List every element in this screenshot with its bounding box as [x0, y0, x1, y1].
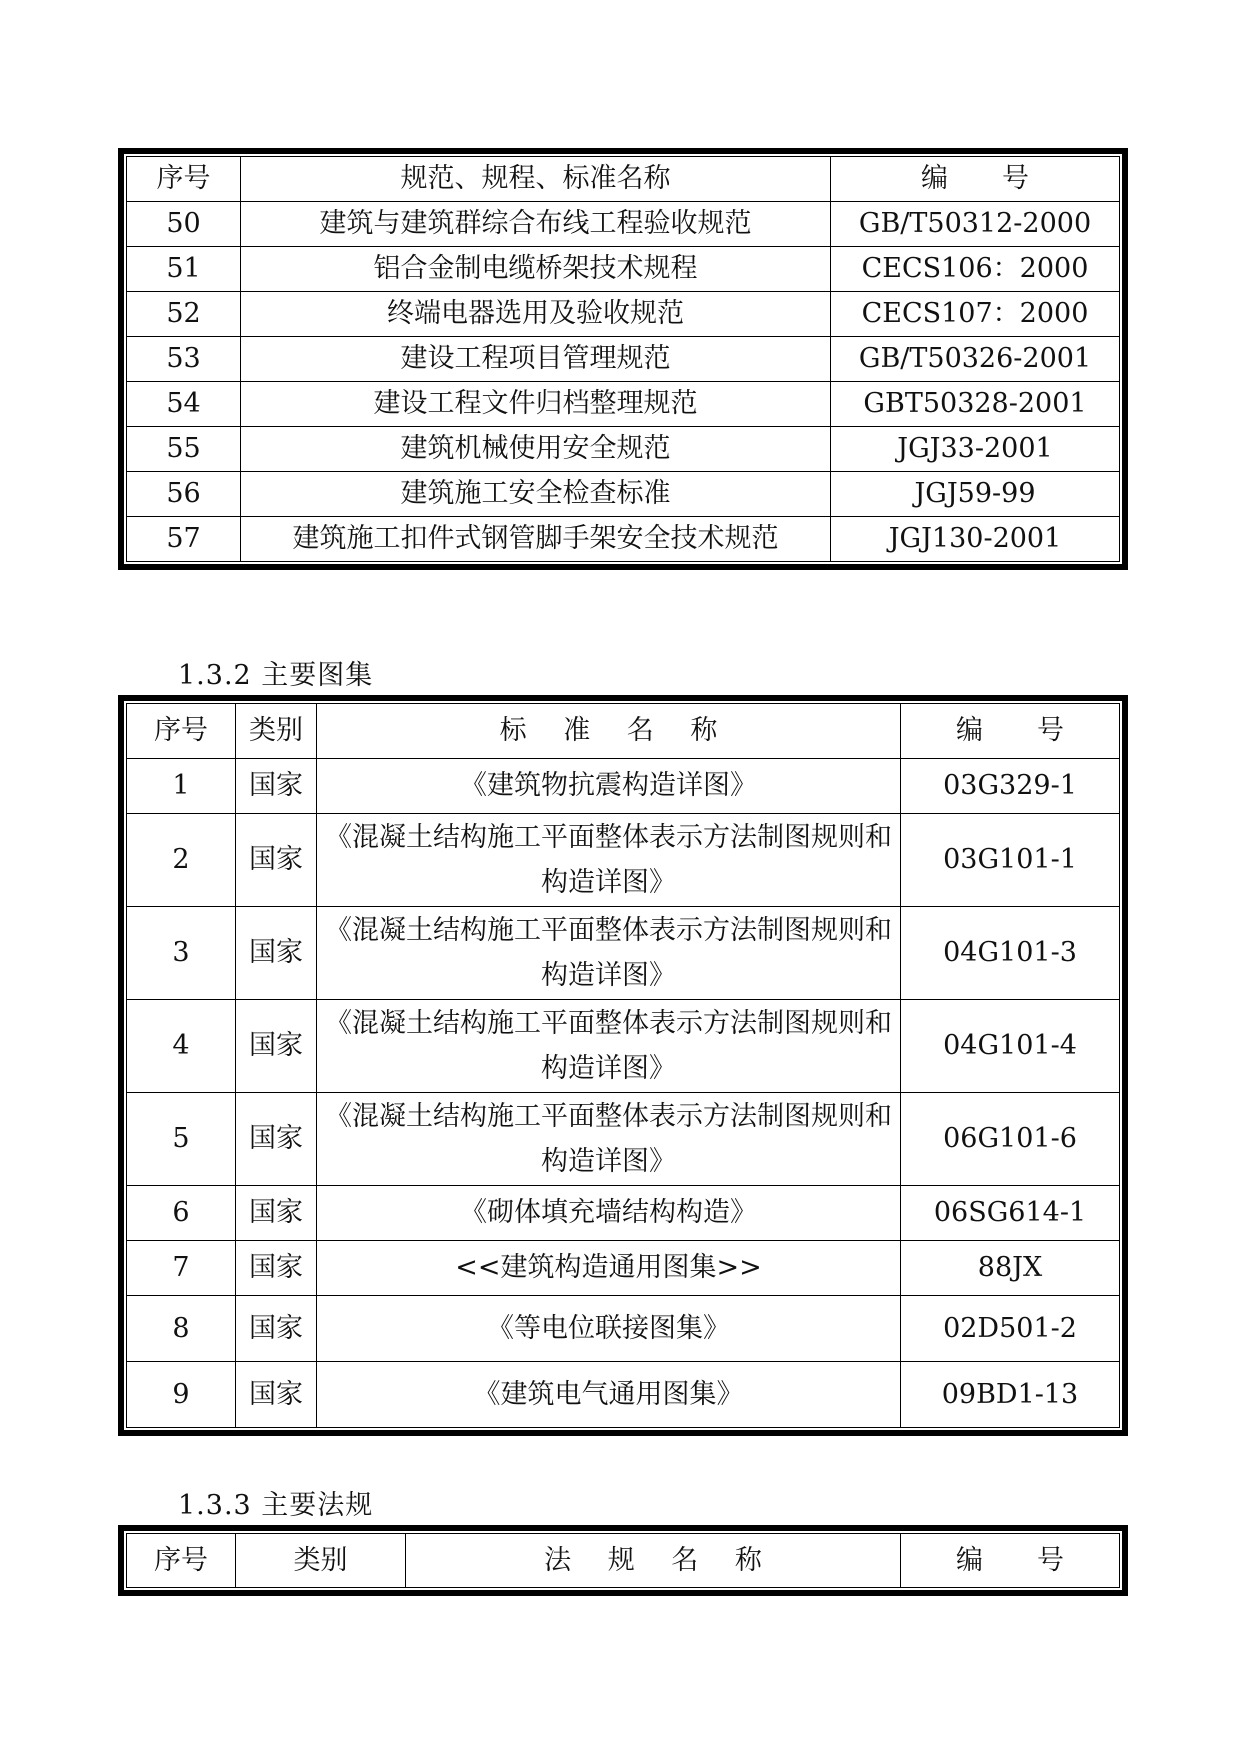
row-code: 02D501-2: [901, 1296, 1120, 1362]
row-index: 6: [127, 1186, 236, 1241]
row-code: 04G101-4: [901, 1000, 1120, 1093]
row-name: 《混凝土结构施工平面整体表示方法制图规则和构造详图》: [317, 1093, 901, 1186]
row-name: 《砌体填充墙结构构造》: [317, 1186, 901, 1241]
table-header-row: [127, 704, 1120, 759]
row-name: 建筑施工扣件式钢管脚手架安全技术规范: [241, 517, 831, 562]
table-row: [127, 517, 1120, 562]
row-name: 铝合金制电缆桥架技术规程: [241, 247, 831, 292]
row-index: 51: [127, 247, 241, 292]
row-index: 1: [127, 759, 236, 814]
table-header-row: [127, 1534, 1120, 1588]
row-name: 《建筑物抗震构造详图》: [317, 759, 901, 814]
table-row: [127, 202, 1120, 247]
row-name: 《建筑电气通用图集》: [317, 1362, 901, 1428]
row-code: 06SG614-1: [901, 1186, 1120, 1241]
header-code: 编 号: [901, 704, 1120, 759]
row-name: 终端电器选用及验收规范: [241, 292, 831, 337]
section-heading-regulations: 1.3.3 主要法规: [178, 1490, 374, 1521]
table-row: [127, 1186, 1120, 1241]
row-index: 8: [127, 1296, 236, 1362]
atlases-table: [118, 695, 1128, 1436]
section-heading-atlases: 1.3.2 主要图集: [178, 660, 374, 691]
table-row: [127, 382, 1120, 427]
row-category: 国家: [236, 1000, 317, 1093]
table-row: [127, 1093, 1120, 1186]
row-category: 国家: [236, 907, 317, 1000]
row-index: 9: [127, 1362, 236, 1428]
row-code: 03G329-1: [901, 759, 1120, 814]
row-index: 7: [127, 1241, 236, 1296]
row-code: JGJ33-2001: [831, 427, 1120, 472]
row-index: 4: [127, 1000, 236, 1093]
row-name: <<建筑构造通用图集>>: [317, 1241, 901, 1296]
row-code: GB/T50326-2001: [831, 337, 1120, 382]
table-row: [127, 1000, 1120, 1093]
row-name: 建筑施工安全检查标准: [241, 472, 831, 517]
row-name: 建设工程文件归档整理规范: [241, 382, 831, 427]
row-name: 《混凝土结构施工平面整体表示方法制图规则和构造详图》: [317, 1000, 901, 1093]
row-name: 建筑与建筑群综合布线工程验收规范: [241, 202, 831, 247]
header-code: 编 号: [831, 157, 1120, 202]
header-name: 法 规 名 称: [406, 1534, 901, 1588]
row-index: 5: [127, 1093, 236, 1186]
row-category: 国家: [236, 1186, 317, 1241]
row-category: 国家: [236, 1241, 317, 1296]
header-index: 序号: [127, 704, 236, 759]
row-index: 50: [127, 202, 241, 247]
table-row: [127, 1296, 1120, 1362]
table-row: [127, 814, 1120, 907]
row-index: 57: [127, 517, 241, 562]
row-index: 2: [127, 814, 236, 907]
header-index: 序号: [127, 157, 241, 202]
row-code: CECS106：2000: [831, 247, 1120, 292]
row-index: 52: [127, 292, 241, 337]
header-code: 编 号: [901, 1534, 1120, 1588]
row-index: 56: [127, 472, 241, 517]
header-name: 标 准 名 称: [317, 704, 901, 759]
row-code: 03G101-1: [901, 814, 1120, 907]
row-name: 《混凝土结构施工平面整体表示方法制图规则和构造详图》: [317, 907, 901, 1000]
table-header-row: [127, 157, 1120, 202]
row-code: GBT50328-2001: [831, 382, 1120, 427]
row-category: 国家: [236, 1296, 317, 1362]
row-index: 53: [127, 337, 241, 382]
row-category: 国家: [236, 814, 317, 907]
row-name: 《等电位联接图集》: [317, 1296, 901, 1362]
row-index: 3: [127, 907, 236, 1000]
header-name: 规范、规程、标准名称: [241, 157, 831, 202]
row-name: 建筑机械使用安全规范: [241, 427, 831, 472]
header-index: 序号: [127, 1534, 236, 1588]
row-name: 《混凝土结构施工平面整体表示方法制图规则和构造详图》: [317, 814, 901, 907]
table-row: [127, 907, 1120, 1000]
table-row: [127, 472, 1120, 517]
standards-table: [118, 148, 1128, 570]
row-code: CECS107：2000: [831, 292, 1120, 337]
row-code: 06G101-6: [901, 1093, 1120, 1186]
row-index: 55: [127, 427, 241, 472]
row-category: 国家: [236, 1093, 317, 1186]
row-category: 国家: [236, 1362, 317, 1428]
row-code: GB/T50312-2000: [831, 202, 1120, 247]
row-code: 04G101-3: [901, 907, 1120, 1000]
row-index: 54: [127, 382, 241, 427]
regulations-table: [118, 1525, 1128, 1596]
row-code: JGJ59-99: [831, 472, 1120, 517]
table-row: [127, 427, 1120, 472]
table-row: [127, 1362, 1120, 1428]
table-row: [127, 759, 1120, 814]
table-row: [127, 337, 1120, 382]
row-category: 国家: [236, 759, 317, 814]
header-category: 类别: [236, 704, 317, 759]
table-row: [127, 247, 1120, 292]
table-row: [127, 292, 1120, 337]
header-category: 类别: [236, 1534, 406, 1588]
row-name: 建设工程项目管理规范: [241, 337, 831, 382]
row-code: 88JX: [901, 1241, 1120, 1296]
table-row: [127, 1241, 1120, 1296]
row-code: 09BD1-13: [901, 1362, 1120, 1428]
row-code: JGJ130-2001: [831, 517, 1120, 562]
